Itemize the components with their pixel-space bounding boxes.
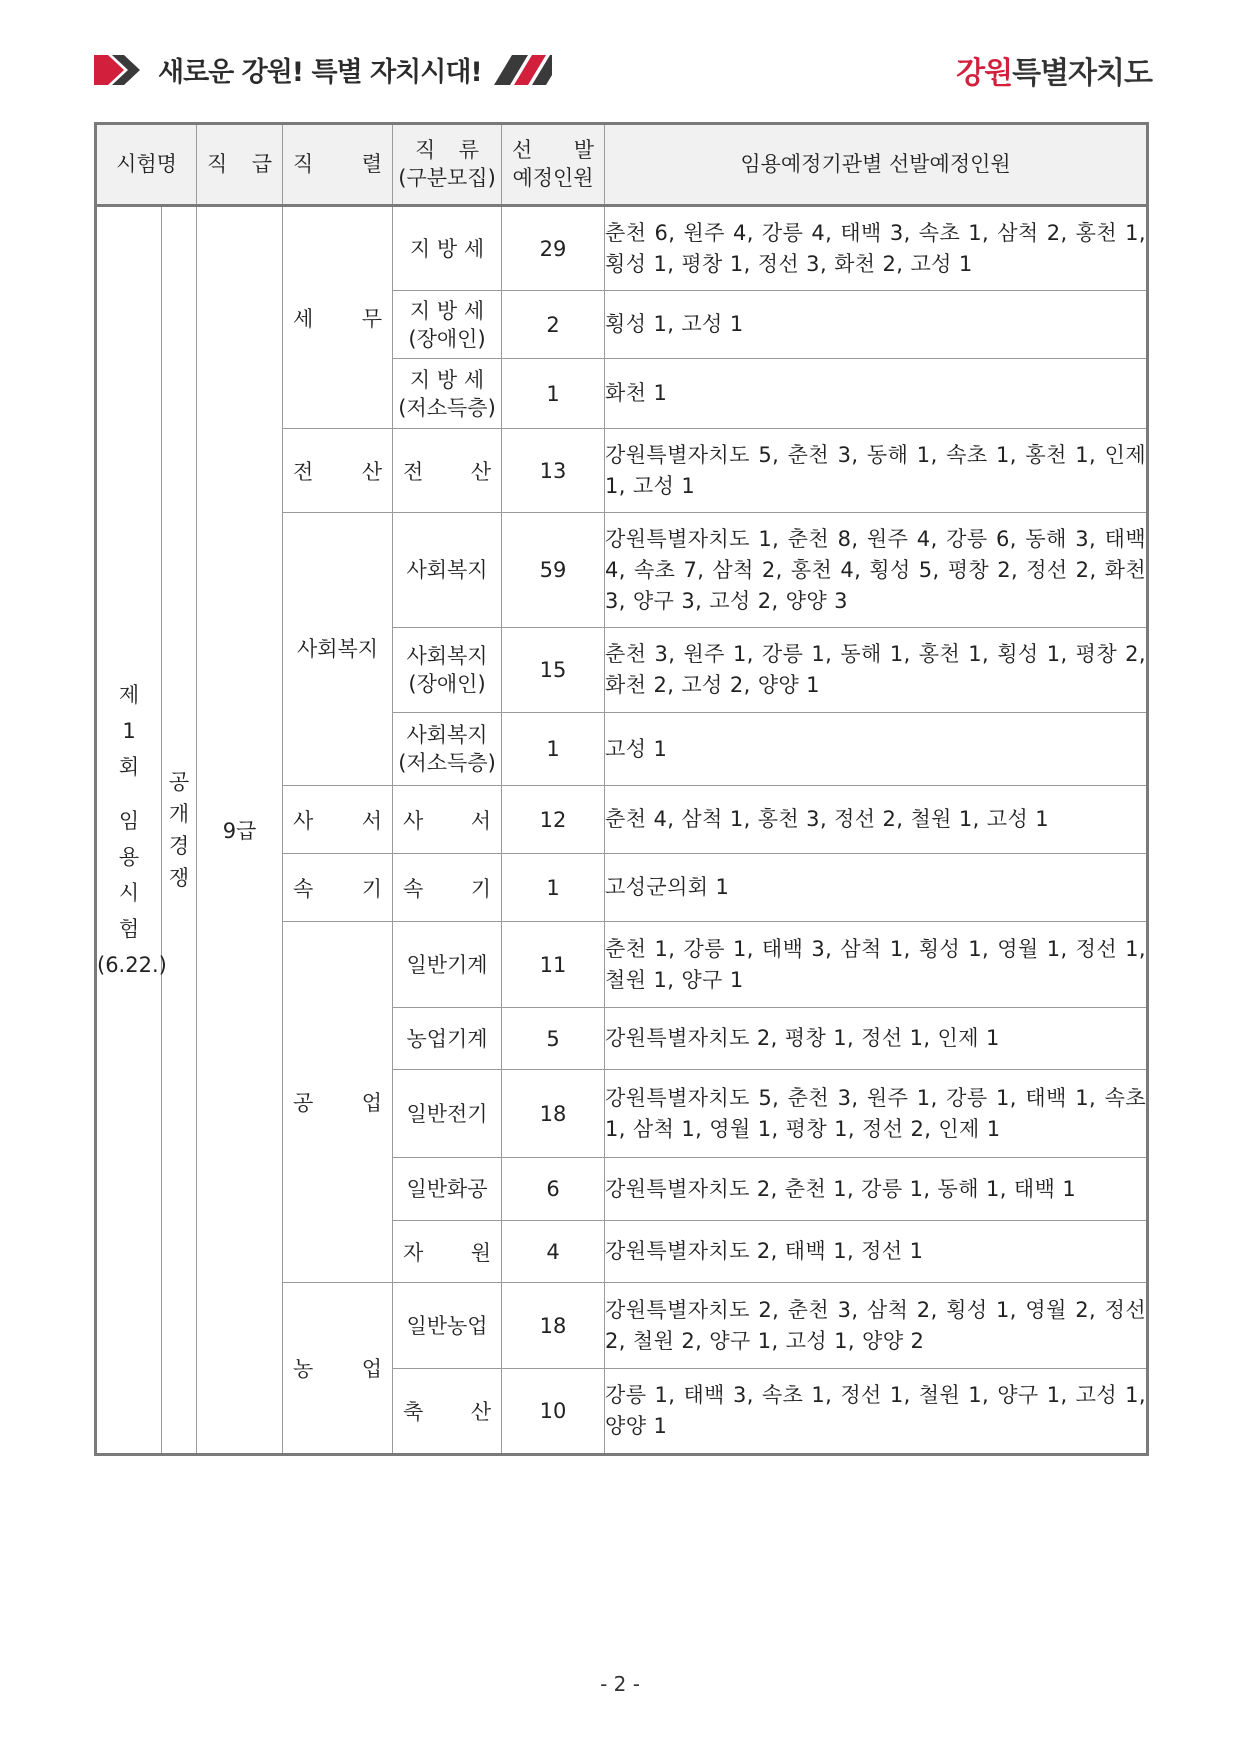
category-cell <box>393 922 502 1008</box>
count-cell: 4 <box>502 1221 605 1283</box>
allocation-cell: 춘천 1, 강릉 1, 태백 3, 삼척 1, 횡성 1, 영월 1, 정선 1, 철원 1, 양구 1 <box>605 922 1148 1008</box>
category-cell <box>393 513 502 628</box>
count-cell: 18 <box>502 1070 605 1158</box>
category-part: 기 <box>470 876 492 901</box>
category-cell <box>393 291 502 359</box>
allocation-cell: 강원특별자치도 1, 춘천 8, 원주 4, 강릉 6, 동해 3, 태백 4, 속초 7, 삼척 2, 홍천 4, 횡성 5, 평창 2, 정선 2, 화천 3, 양구 3, 고성 2, 양양 3 <box>605 513 1148 628</box>
category-label <box>393 456 501 486</box>
category-label: 지 방 세 <box>409 298 485 323</box>
category-label: 일반전기 <box>406 1101 488 1126</box>
count-cell: 15 <box>502 628 605 713</box>
allocation-cell: 고성 1 <box>605 713 1148 786</box>
count-cell: 6 <box>502 1158 605 1221</box>
slash-stripes-icon <box>494 55 552 85</box>
count-cell: 12 <box>502 786 605 854</box>
series-cell <box>283 513 393 786</box>
category-cell <box>393 854 502 922</box>
series-part: 공 <box>293 1091 314 1115</box>
category-sublabel: (장애인) <box>408 326 486 351</box>
category-label: 지 방 세 <box>409 236 485 261</box>
series-part: 농 <box>293 1357 314 1381</box>
series-cell <box>283 429 393 513</box>
exam-name-char: 1 <box>122 719 136 743</box>
category-part: 속 <box>403 876 424 901</box>
category-cell <box>393 786 502 854</box>
series-part: 산 <box>361 459 383 484</box>
category-label: 농업기계 <box>406 1026 488 1051</box>
allocation-cell: 강원특별자치도 2, 태백 1, 정선 1 <box>605 1221 1148 1283</box>
series-cell <box>283 1283 393 1455</box>
series-part: 전 <box>293 459 314 484</box>
grade-cell: 9급 <box>197 206 283 1455</box>
allocation-cell: 강릉 1, 태백 3, 속초 1, 정선 1, 철원 1, 양구 1, 고성 1, 양양 1 <box>605 1369 1148 1455</box>
category-cell <box>393 359 502 429</box>
org-logo-text: 특별자치도 <box>1012 56 1152 91</box>
count-cell: 59 <box>502 513 605 628</box>
series-cell <box>283 206 393 429</box>
series-cell <box>283 786 393 854</box>
allocation-cell: 춘천 6, 원주 4, 강릉 4, 태백 3, 속초 1, 삼척 2, 홍천 1, 횡성 1, 평창 1, 정선 3, 화천 2, 고성 1 <box>605 206 1148 291</box>
category-label: 일반기계 <box>406 952 488 977</box>
category-label <box>393 805 501 835</box>
allocation-cell: 화천 1 <box>605 359 1148 429</box>
header-grade: 직 급 <box>197 124 283 206</box>
category-label: 사회복지 <box>406 558 488 582</box>
category-part: 축 <box>403 1400 424 1424</box>
count-cell: 1 <box>502 854 605 922</box>
allocation-cell: 고성군의회 1 <box>605 854 1148 922</box>
category-part: 산 <box>470 1400 492 1424</box>
category-part: 서 <box>470 808 492 833</box>
count-cell: 2 <box>502 291 605 359</box>
page-header <box>94 46 1152 94</box>
series-label <box>283 805 392 835</box>
recruit-type-char: 공 <box>168 770 190 794</box>
category-part: 산 <box>470 459 492 484</box>
category-label: 일반화공 <box>406 1177 488 1201</box>
count-cell: 29 <box>502 206 605 291</box>
org-logo-accent: 강원 <box>956 56 1013 91</box>
category-cell <box>393 628 502 713</box>
allocation-cell: 횡성 1, 고성 1 <box>605 291 1148 359</box>
header-category: 직 류 (구분모집) <box>393 124 502 206</box>
table-row <box>96 206 1148 291</box>
series-part: 기 <box>361 876 383 901</box>
category-part: 전 <box>403 459 424 484</box>
recruitment-table <box>94 122 1149 1456</box>
exam-name-char <box>97 785 161 803</box>
category-sublabel: (저소득층) <box>398 395 496 420</box>
header-series: 직 렬 <box>283 124 393 206</box>
series-part: 업 <box>361 1357 383 1381</box>
exam-name-char: 회 <box>118 755 140 779</box>
category-sublabel: (저소득층) <box>398 751 496 775</box>
recruit-type-char: 쟁 <box>168 866 190 890</box>
series-part: 사회복지 <box>296 637 379 661</box>
series-part: 서 <box>361 808 383 833</box>
category-cell <box>393 1158 502 1221</box>
category-cell <box>393 1369 502 1455</box>
series-cell <box>283 854 393 922</box>
category-label: 일반농업 <box>406 1313 488 1338</box>
category-label: 사회복지 <box>406 723 488 747</box>
allocation-cell: 강원특별자치도 5, 춘천 3, 원주 1, 강릉 1, 태백 1, 속초 1, 삼척 1, 영월 1, 평창 1, 정선 2, 인제 1 <box>605 1070 1148 1158</box>
exam-name-char: 용 <box>118 845 140 869</box>
count-cell: 1 <box>502 359 605 429</box>
category-cell <box>393 1070 502 1158</box>
series-label <box>283 456 392 486</box>
category-cell <box>393 1283 502 1369</box>
count-cell: 18 <box>502 1283 605 1369</box>
count-cell: 10 <box>502 1369 605 1455</box>
category-label: 사회복지 <box>406 644 488 668</box>
category-cell <box>393 713 502 786</box>
series-part: 무 <box>361 306 383 331</box>
series-label <box>283 873 392 903</box>
category-part: 자 <box>403 1240 424 1265</box>
header-count: 선 발 예정인원 <box>502 124 605 206</box>
exam-name-char: 임 <box>118 809 140 833</box>
exam-name-char: 시 <box>118 881 140 905</box>
header-exam-name: 시험명 <box>96 124 197 206</box>
category-label <box>393 873 501 903</box>
exam-name-char: 제 <box>118 683 140 707</box>
count-cell: 1 <box>502 713 605 786</box>
series-label <box>283 1353 392 1383</box>
recruit-type-char: 경 <box>168 834 190 858</box>
allocation-cell: 춘천 4, 삼척 1, 홍천 3, 정선 2, 철원 1, 고성 1 <box>605 786 1148 854</box>
allocation-cell: 춘천 3, 원주 1, 강릉 1, 동해 1, 홍천 1, 횡성 1, 평창 2, 화천 2, 고성 2, 양양 1 <box>605 628 1148 713</box>
exam-name-char: 험 <box>118 917 140 941</box>
category-cell <box>393 206 502 291</box>
category-label <box>393 1237 501 1267</box>
chevron-stripes-icon <box>94 55 146 85</box>
series-part: 사 <box>293 808 314 833</box>
category-cell <box>393 1221 502 1283</box>
category-part: 사 <box>403 808 424 833</box>
count-cell: 5 <box>502 1008 605 1070</box>
slogan-banner <box>94 50 552 89</box>
category-cell <box>393 429 502 513</box>
category-label <box>393 1396 501 1426</box>
allocation-cell: 강원특별자치도 2, 춘천 3, 삼척 2, 횡성 1, 영월 2, 정선 2, 철원 2, 양구 1, 고성 1, 양양 2 <box>605 1283 1148 1369</box>
table-header-row <box>96 124 1148 206</box>
series-part: 세 <box>293 306 314 331</box>
allocation-cell: 강원특별자치도 2, 평창 1, 정선 1, 인제 1 <box>605 1008 1148 1070</box>
series-part: 속 <box>293 876 314 901</box>
category-sublabel: (장애인) <box>408 672 486 696</box>
exam-name-char: (6.22.) <box>97 953 167 977</box>
category-label: 지 방 세 <box>409 367 485 392</box>
category-part: 원 <box>470 1240 492 1265</box>
series-part: 업 <box>361 1091 383 1115</box>
series-label <box>283 635 392 663</box>
series-label <box>283 303 392 333</box>
recruit-type-cell <box>162 206 197 1455</box>
page-number: - 2 - <box>600 1672 640 1696</box>
recruit-type-char: 개 <box>168 802 190 826</box>
allocation-cell: 강원특별자치도 5, 춘천 3, 동해 1, 속초 1, 홍천 1, 인제 1, 고성 1 <box>605 429 1148 513</box>
allocation-cell: 강원특별자치도 2, 춘천 1, 강릉 1, 동해 1, 태백 1 <box>605 1158 1148 1221</box>
org-logo <box>956 48 1152 92</box>
header-allocation: 임용예정기관별 선발예정인원 <box>605 124 1148 206</box>
category-cell <box>393 1008 502 1070</box>
series-cell <box>283 922 393 1283</box>
slogan-text: 새로운 강원! 특별 자치시대! <box>158 57 482 88</box>
series-label <box>283 1087 392 1117</box>
count-cell: 11 <box>502 922 605 1008</box>
exam-name-cell <box>96 206 167 1455</box>
count-cell: 13 <box>502 429 605 513</box>
